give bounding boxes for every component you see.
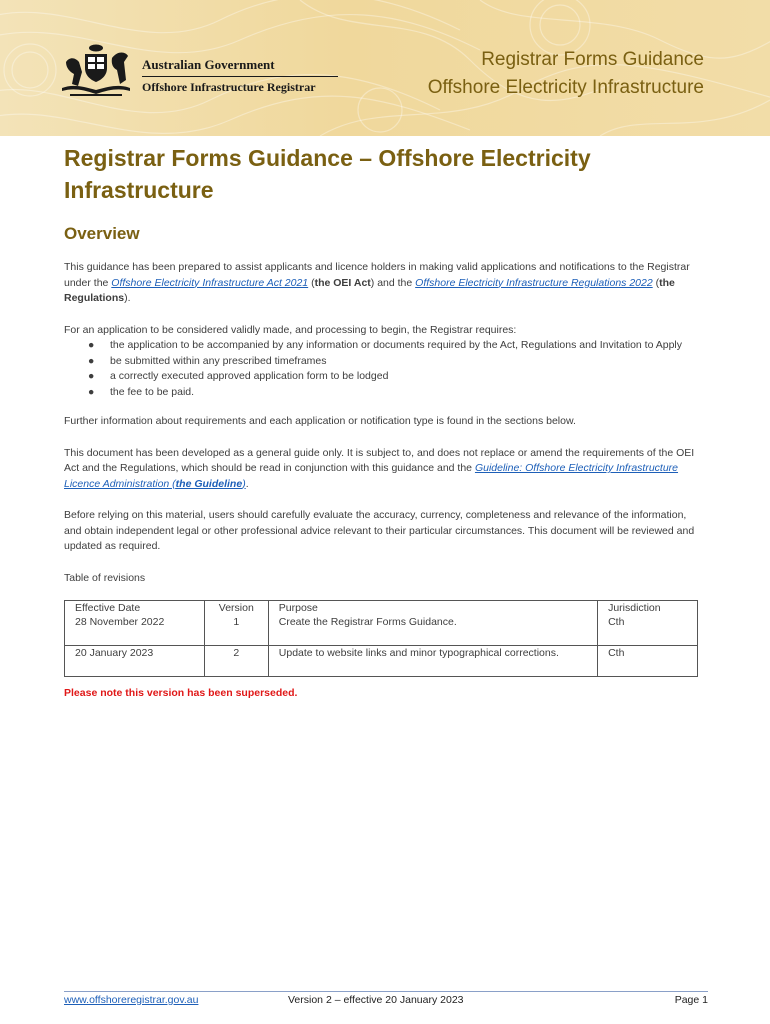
disclaimer-text-b: . bbox=[245, 477, 249, 490]
guideline-abbrev: the Guideline bbox=[175, 477, 243, 490]
overview-heading: Overview bbox=[64, 224, 140, 243]
document-body bbox=[64, 136, 706, 699]
cell-version: 1 bbox=[204, 615, 268, 646]
requirements-intro: For an application to be considered validly made, and processing to begin, the Registrar requires: bbox=[64, 323, 517, 336]
table-row bbox=[65, 615, 698, 646]
bullet-icon: ● bbox=[88, 370, 95, 382]
government-name: Australian Government bbox=[142, 57, 275, 72]
guideline-link-end: ) bbox=[242, 477, 246, 490]
banner-title-line1: Registrar Forms Guidance bbox=[481, 49, 704, 70]
superseded-notice: Please note this version has been superseded. bbox=[64, 687, 298, 699]
logo-divider bbox=[142, 76, 338, 77]
list-item-text: be submitted within any prescribed timeframes bbox=[110, 354, 327, 367]
revisions-caption: Table of revisions bbox=[64, 571, 146, 584]
revisions-table bbox=[64, 600, 698, 677]
intro-text-a: This guidance has been prepared to assist applicants and licence holders in making valid applications and notifications to the Registrar under the bbox=[64, 261, 690, 289]
government-logo bbox=[58, 42, 348, 102]
footer-divider bbox=[64, 991, 708, 992]
regulations-abbrev: the Regulations bbox=[64, 276, 675, 304]
guideline-link-text: Guideline: Offshore Electricity Infrastructure Licence Administration ( bbox=[64, 462, 679, 490]
agency-name: Offshore Infrastructure Registrar bbox=[142, 80, 316, 94]
regulations-link[interactable]: Offshore Electricity Infrastructure Regulations 2022 bbox=[415, 276, 653, 289]
list-item bbox=[88, 354, 706, 370]
header-purpose: Purpose bbox=[268, 601, 597, 616]
list-item-text: the application to be accompanied by any information or documents required by the Act, Regulations and Invitation to Apply bbox=[110, 339, 683, 351]
header-banner bbox=[0, 0, 770, 136]
oei-act-link[interactable]: Offshore Electricity Infrastructure Act 2021 bbox=[111, 276, 309, 289]
cell-jurisdiction: Cth bbox=[598, 615, 698, 646]
bullet-icon: ● bbox=[88, 385, 95, 398]
advice-paragraph: Before relying on this material, users should carefully evaluate the accuracy, currency, completeness and relevance of the information, and obtain independent legal or other professional advice relevant to their particular circumstances. This document will be reviewed and updated as required. bbox=[64, 509, 695, 552]
cell-version: 2 bbox=[204, 646, 268, 677]
cell-effective-date: 20 January 2023 bbox=[65, 646, 205, 677]
list-item-text: the fee to be paid. bbox=[110, 385, 195, 398]
header-effective-date: Effective Date bbox=[65, 601, 205, 616]
cell-jurisdiction: Cth bbox=[598, 646, 698, 677]
intro-text-c: ) and the bbox=[370, 276, 416, 289]
disclaimer-text-a: This document has been developed as a general guide only. It is subject to, and does not replace or amend the requirements of the OEI Act and the Regulations, which should be read in conjunction with this guidance and the bbox=[64, 446, 695, 474]
disclaimer-paragraph bbox=[64, 446, 706, 493]
table-header-row bbox=[65, 601, 698, 616]
further-info-paragraph: Further information about requirements and each application or notification type is found in the sections below. bbox=[64, 415, 576, 427]
bullet-icon: ● bbox=[88, 354, 95, 367]
list-item-text: a correctly executed approved application form to be lodged bbox=[110, 370, 389, 382]
cell-effective-date: 28 November 2022 bbox=[65, 615, 205, 646]
header-jurisdiction: Jurisdiction bbox=[598, 601, 698, 616]
table-row bbox=[65, 646, 698, 677]
version-label: Version 2 – effective 20 January 2023 bbox=[288, 994, 464, 1006]
list-item bbox=[88, 369, 706, 385]
intro-text-e: ). bbox=[124, 292, 131, 304]
website-link[interactable]: www.offshoreregistrar.gov.au bbox=[64, 994, 199, 1006]
list-item bbox=[88, 385, 706, 401]
oei-act-abbrev: the OEI Act bbox=[314, 276, 371, 289]
header-version: Version bbox=[204, 601, 268, 616]
page-number: Page 1 bbox=[674, 994, 708, 1006]
intro-text-d: ( bbox=[652, 276, 660, 289]
intro-paragraph bbox=[64, 260, 706, 307]
cell-purpose: Update to website links and minor typographical corrections. bbox=[268, 646, 597, 677]
intro-text-b: ( bbox=[308, 276, 315, 289]
banner-title-line2: Offshore Electricity Infrastructure bbox=[427, 77, 704, 98]
list-item bbox=[88, 338, 706, 354]
bullet-icon: ● bbox=[88, 339, 95, 351]
coat-of-arms-icon bbox=[58, 42, 134, 98]
requirements-list bbox=[64, 338, 706, 400]
cell-purpose: Create the Registrar Forms Guidance. bbox=[268, 615, 597, 646]
document-title: Registrar Forms Guidance – Offshore Electricity Infrastructure bbox=[64, 145, 591, 203]
banner-title bbox=[428, 46, 704, 102]
